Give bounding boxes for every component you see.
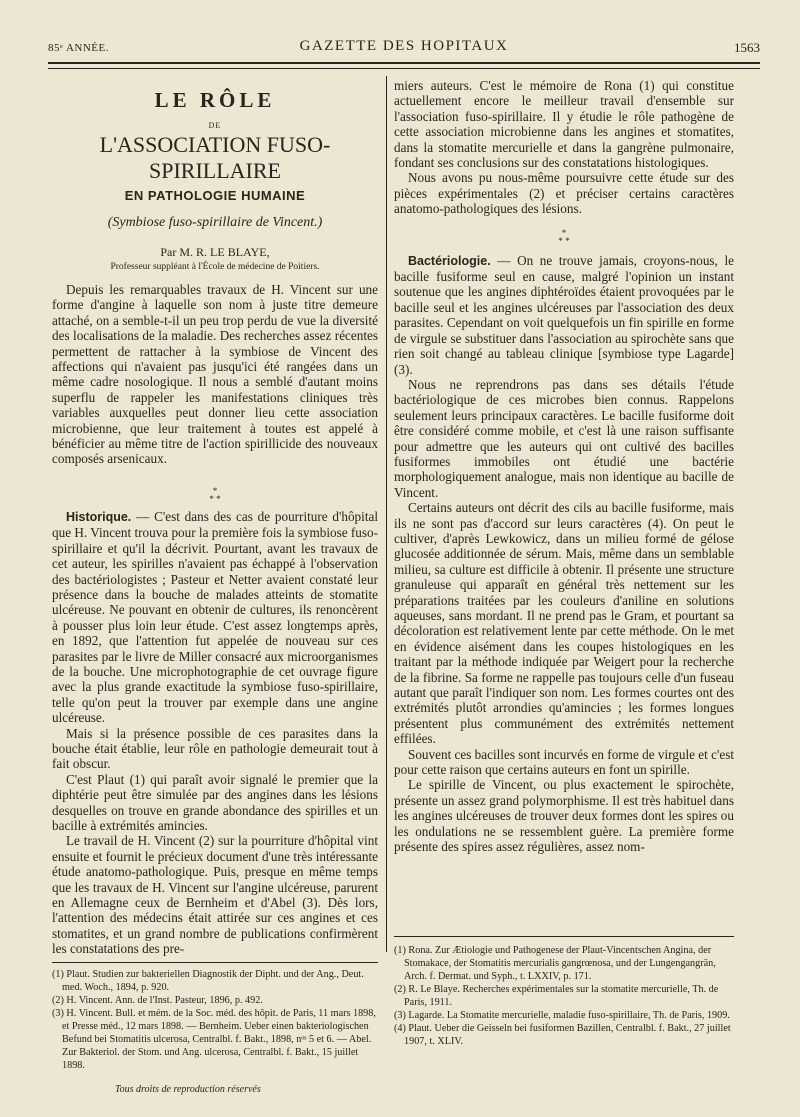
- footnotes-right: [394, 944, 734, 1048]
- section-separator-asterism-2: * * *: [558, 227, 570, 246]
- bacteriologie-text-1: — On ne trouve jamais, croyons-nous, le bacille fusiforme seul en cause, malgré l'opinion un instant soutenue que les angines diphtéroïdes étaient provoquées par le bacille seul et les angines ulcéreuses par l'association des deux parasites. Cependant on voit quelquefois un fin spirille en forme de virgule se substituer dans l'association au spirochète sans que rien soit changé au tableau clinique [symbiose type Lagarde] (3).: [394, 252, 734, 377]
- running-header: [48, 38, 760, 58]
- header-annee: 85ᵉ ANNÉE.: [48, 42, 109, 54]
- header-rule-thick: [48, 62, 760, 64]
- section-separator-asterism: * * *: [209, 485, 221, 504]
- header-journal-title: GAZETTE DES HOPITAUX: [299, 38, 509, 54]
- intro-paragraph: Depuis les remarquables travaux de H. Vincent sur une forme d'angine à laquelle son nom à juste titre demeure attaché, on a semble-t-il un peu trop perdu de vue la diversité des localisations de la maladie. Des recherches assez récentes permettent de rattacher à la symbiose de Vincent des affections qui n'avaient pas jusqu'ici été rangées dans un même cadre nosologique. Il nous a semblé d'autant moins superflu de rappeler les manifestations cliniques très variables auxquelles peut donner lieu cette association microbienne, que leur traitement à toutes est appelé à bénéficier au même titre de l'action spirillicide des nouveaux composés arsenicaux.: [52, 282, 378, 467]
- bacteriologie-heading: Bactériologie.: [408, 253, 491, 268]
- historique-heading: Historique.: [66, 509, 132, 524]
- article-title-de: DE: [208, 121, 222, 130]
- header-page-number: 1563: [734, 40, 760, 55]
- footnote-left-3: (3) H. Vincent. Bull. et mém. de la Soc. méd. des hôpit. de Paris, 11 mars 1898, et Presse méd., 12 mars 1898. — Bernheim. Ueber einen bakteriologischen Befund bei Stomatitis ulcerosa, Centralbl. f. Bakt., 1898, nᵒˢ 5 et 6. — Abel. Zur Bakteriol. der Stom. und Ang. ulcerosa, Centralbl. f. Bakt., 15 juillet 1898.: [52, 1008, 376, 1071]
- article-title-le-role: LE RÔLE: [154, 88, 276, 112]
- footnote-rule-left: [52, 962, 378, 963]
- footnote-left-2: (2) H. Vincent. Ann. de l'Inst. Pasteur, 1896, p. 492.: [52, 995, 263, 1006]
- right-paragraph-3: Nous ne reprendrons pas dans ses détails l'étude bactériologique de ces microbes bien connus. Rappelons seulement leurs principaux caractères. Le bacille fusiforme doit être considéré comme mobile, et c'est là une raison suffisante pour admettre que les auteurs qui ont cultivé des bacilles fusiformes immobiles ont étudié une bactérie morphologiquement analogue, mais non identique au bacille de Vincent.: [394, 376, 734, 500]
- footnote-left-1: (1) Plaut. Studien zur bakteriellen Diagnostik der Dipht. und der Ang., Deut. med. Woch., 1894, p. 920.: [52, 969, 364, 993]
- historique-paragraph-3: C'est Plaut (1) qui paraît avoir signalé le premier que la diphtérie peut être simulée par des angines dans les lésions desquelles on trouve en grande abondance des spirilles et un bacille à extrémités amincies.: [52, 771, 378, 833]
- historique-paragraph-1: [52, 509, 378, 726]
- right-paragraph-5: Souvent ces bacilles sont incurvés en forme de virgule et c'est pour cette raison que certains auteurs en font un spirille.: [394, 746, 734, 778]
- article-affiliation: Professeur suppléant à l'École de médecine de Poitiers.: [110, 262, 320, 272]
- historique-paragraph-2: Mais si la présence possible de ces parasites dans la bouche était établie, leur rôle en pathologie demeurait tout à fait obscur.: [52, 725, 378, 772]
- column-divider: [386, 76, 387, 952]
- footnote-right-3: (3) Lagarde. La Stomatite mercurielle, maladie fuso-spirillaire, Th. de Paris, 1909.: [394, 1010, 730, 1021]
- footnote-right-4: (4) Plaut. Ueber die Geisseln bei fusiformen Bazillen, Centralbl. f. Bakt., 27 juillet 1907, t. XLIV.: [394, 1023, 731, 1047]
- header-rule-thin: [48, 68, 760, 69]
- article-title-main: L'ASSOCIATION FUSO-SPIRILLAIRE: [99, 132, 331, 183]
- historique-paragraph-4: Le travail de H. Vincent (2) sur la pourriture d'hôpital vint ensuite et fournit le précieux document d'une très intéressante étude anatomo-pathologique. Puis, presque en même temps que les travaux de H. Vincent sur l'angine ulcéreuse, parurent en Allemagne ceux de Bernheim et d'Abel (3). Dès lors, l'attention des médecins était attirée sur ces angines et ces stomatites, et un grand nombre de publications confirmèrent les constatations des pre-: [52, 833, 378, 957]
- column-right: [394, 78, 734, 855]
- article-subtitle: EN PATHOLOGIE HUMAINE: [124, 188, 306, 203]
- footnotes-left: [52, 968, 378, 1072]
- right-paragraph-1: miers auteurs. C'est le mémoire de Rona (1) qui constitue actuellement encore le meilleur travail d'ensemble sur l'association fuso-spirillaire. Il y étudie le rôle pathogène de cette association microbienne dans les angines et stomatites, dans la stomatite mercurielle et dans la gangrène pulmonaire, fondant ses conclusions sur des constatations histologiques.: [394, 78, 734, 171]
- bacteriologie-paragraph-1: [394, 253, 734, 377]
- right-paragraph-4: Certains auteurs ont décrit des cils au bacille fusiforme, mais ils ne sont pas d'accord sur leurs caractères (4). On peut le cultiver, d'après Lewkowicz, dans un milieu formé de gélose glucosée additionnée de sérum. Mais, même dans un semblable milieu, sa culture est difficile à obtenir. Il présente une structure granuleuse qui apparaît en général très nettement sur les préparations traitées par les couleurs d'aniline en solutions aqueuses, sans mordant. Il ne prend pas le Gram, et pourtant sa décoloration est relativement lente par cette méthode. On le met en évidence aisément dans les coupes histologiques en les traitant par la méthode indiquée par Weigert pour la recherche de la fibrine. Sa forme ne rappelle pas toujours celle d'un fuseau autant que paraît l'indiquer son nom. Les formes courtes ont des extrémités plutôt arrondies qu'amincies ; les formes longues présentent plus communément des extrémités nettement effilées.: [394, 500, 734, 747]
- right-paragraph-6: Le spirille de Vincent, ou plus exactement le spirochète, présente un assez grand polymorphisme. Il est très habituel dans les angines ulcéreuses de trouver deux formes dont les spires ou les ondulations ne se ressemblent guère. La première forme présente des spires assez régulières, assez nom-: [394, 777, 734, 855]
- footnote-rule-right: [394, 936, 734, 937]
- article-author: Par M. R. LE BLAYE,: [160, 245, 270, 259]
- article-subtitle-italic: (Symbiose fuso-spirillaire de Vincent.): [107, 215, 323, 230]
- footnote-right-2: (2) R. Le Blaye. Recherches expérimentales sur la stomatite mercurielle, Th. de Paris, 1911.: [394, 984, 719, 1008]
- column-left: [52, 78, 378, 957]
- right-paragraph-2: Nous avons pu nous-même poursuivre cette étude sur des pièces expérimentales (2) et préciser certains caractères anatomo-pathologiques des lésions.: [394, 170, 734, 217]
- footer-rights-notice: Tous droits de reproduction réservés: [115, 1084, 261, 1095]
- footnote-right-1: (1) Rona. Zur Ætiologie und Pathogenese der Plaut-Vincentschen Angina, der Stomakace, der Stomatitis mercurialis gangrœnosa, und der Lungengangrän, Arch. f. Dermat. und Syph., t. LXXIV, p. 171.: [394, 945, 716, 982]
- historique-text-1: — C'est dans des cas de pourriture d'hôpital que H. Vincent trouva pour la première fois la symbiose fuso-spirillaire et qu'il la décrivit. Pourtant, avant les travaux de cet auteur, les spirilles n'avaient pas échappé à l'observation des bactériologistes ; Pasteur et Netter avaient constaté leur présence dans la bouche de malades atteints de stomatite ulcéreuse. Ne pouvant en obtenir de cultures, ils renoncèrent à pousser plus loin leur étude. C'est assez longtemps après, en 1892, que l'attention fut appelée de nouveau sur ces parasites par le livre de Miller consacré aux microorganismes de la bouche. Une microphotographie de cet ouvrage figure avec la plus grande exactitude la symbiose fuso-spirillaire, telle qu'on peut la trouver par exemple dans une angine ulcéreuse.: [52, 508, 379, 726]
